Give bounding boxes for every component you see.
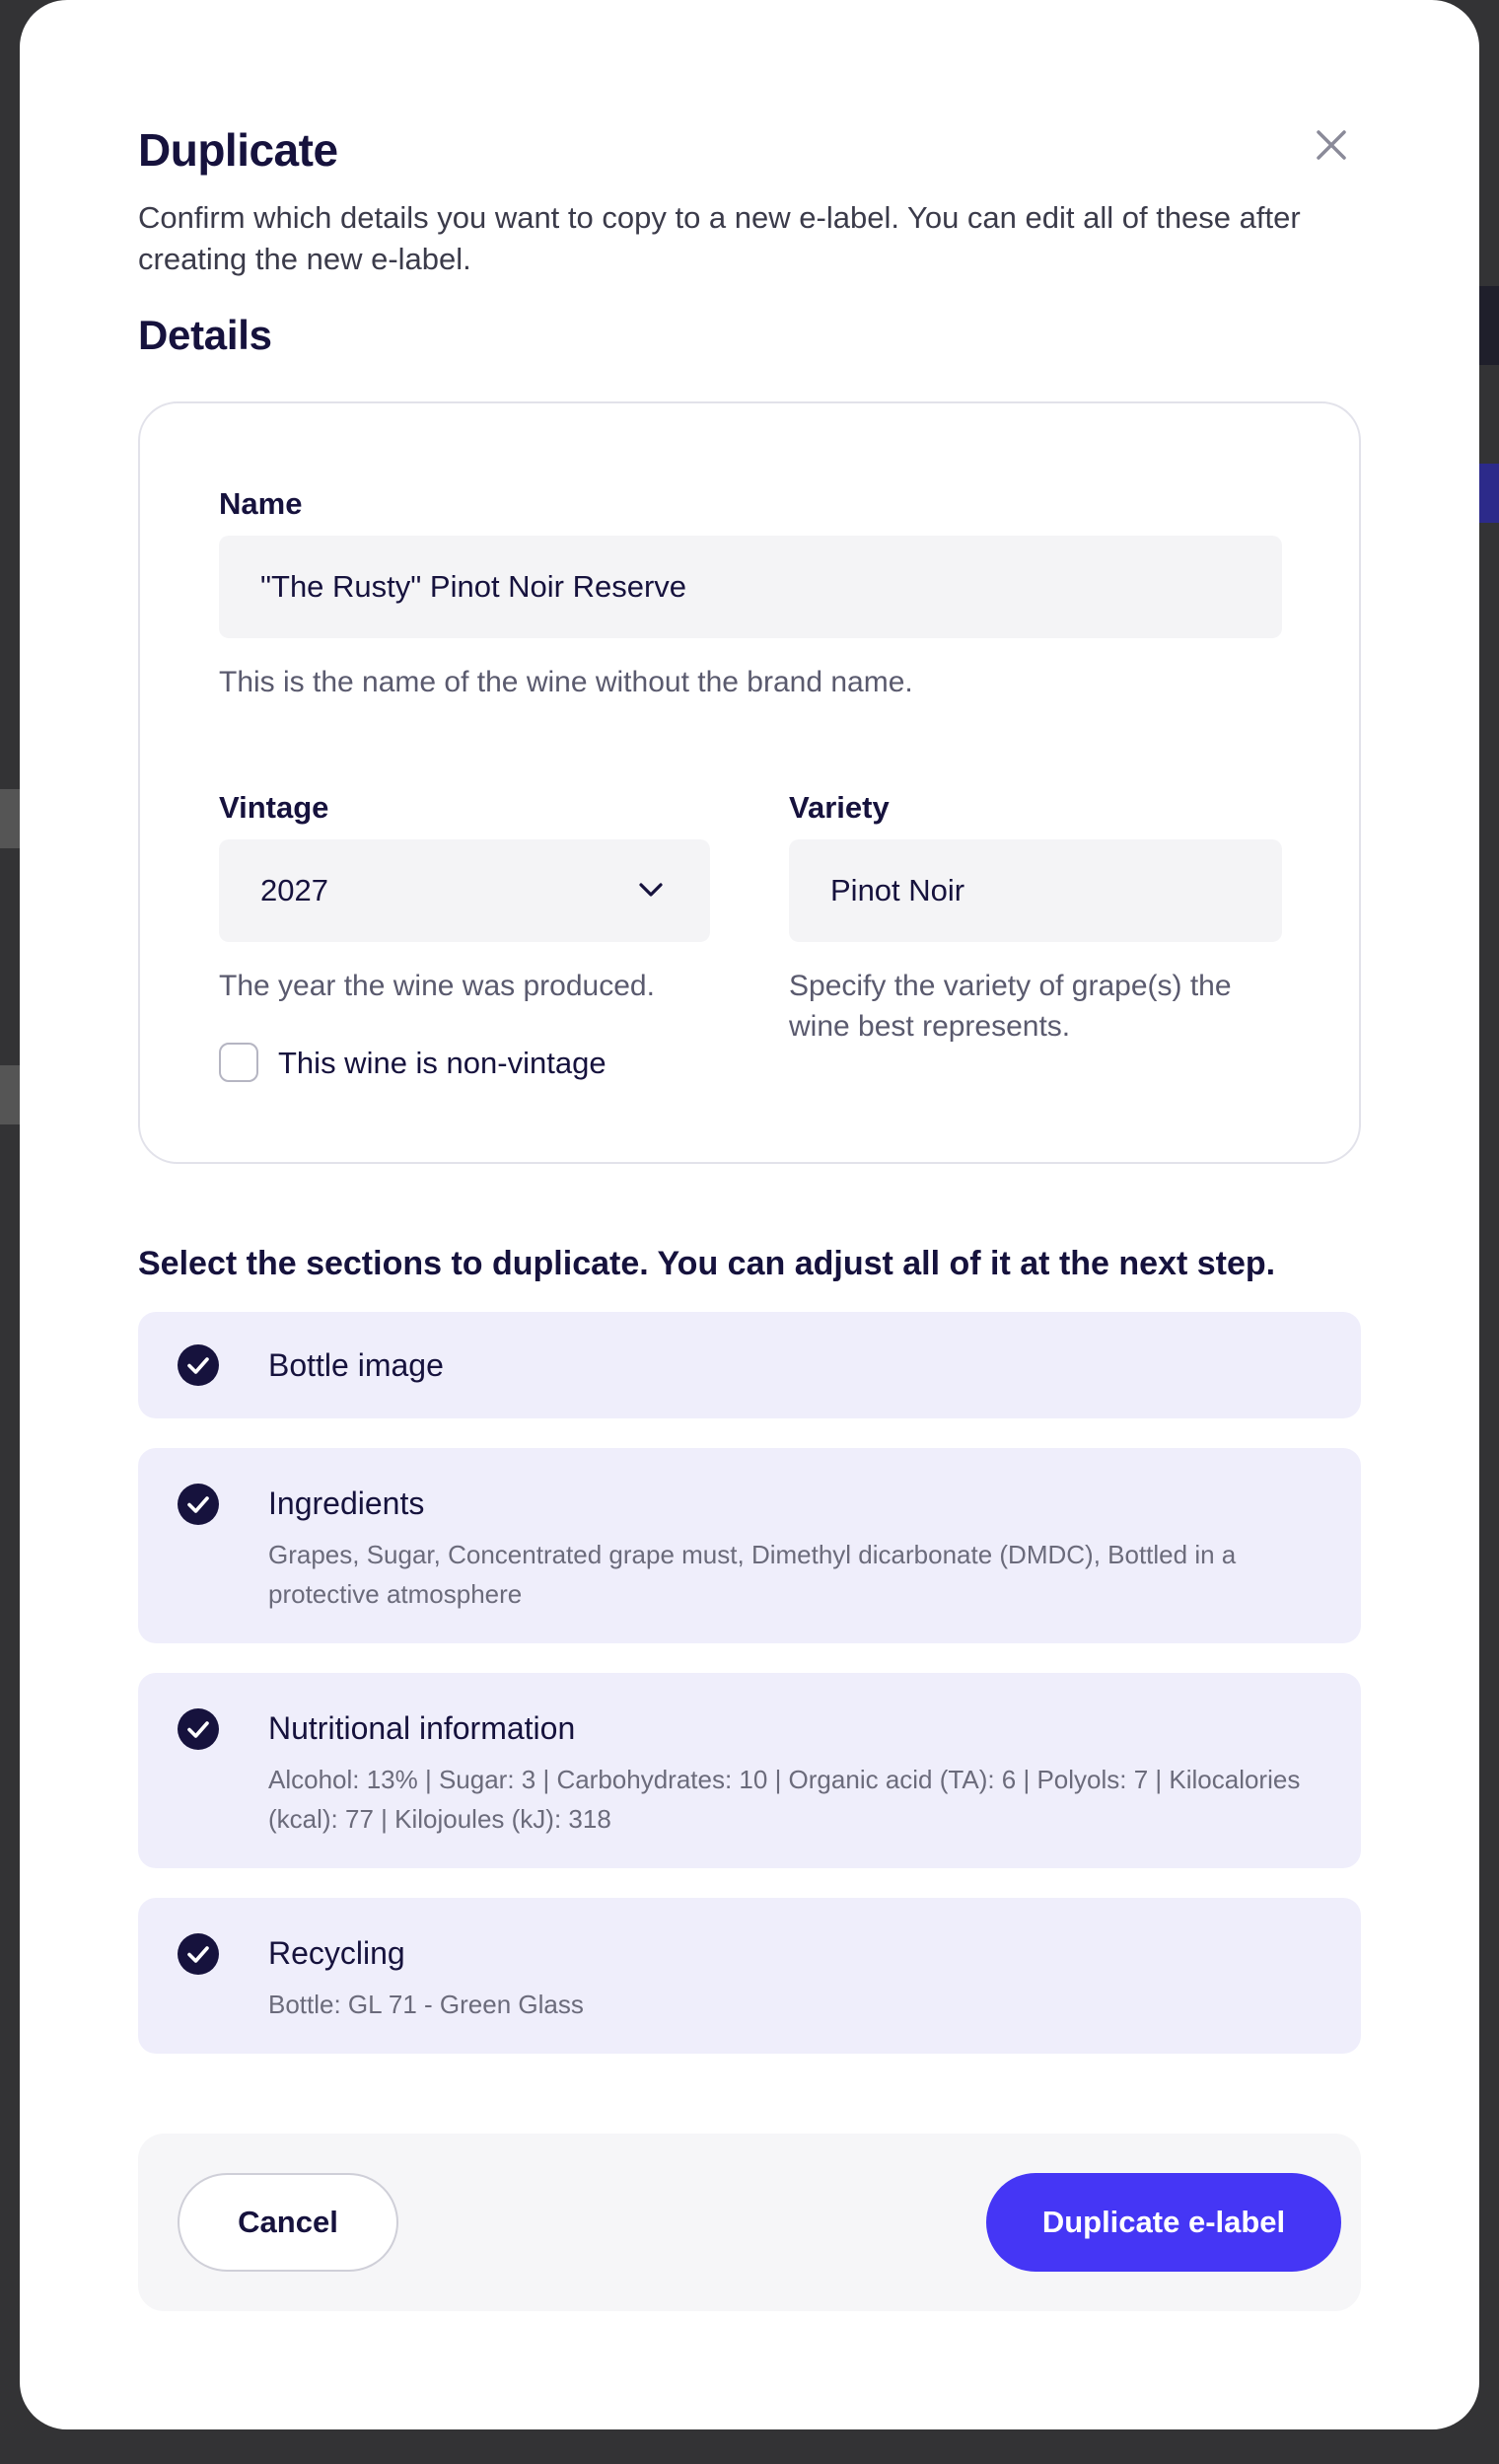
modal-title: Duplicate [138, 124, 338, 176]
section-option-title: Bottle image [268, 1347, 444, 1383]
close-icon [1310, 123, 1353, 167]
section-option-recycling[interactable] [138, 1898, 1361, 2054]
variety-input[interactable] [789, 839, 1282, 942]
chevron-down-icon [637, 879, 665, 901]
section-option-title: Recycling [268, 1935, 405, 1971]
variety-label: Variety [789, 790, 890, 825]
section-option-description: Grapes, Sugar, Concentrated grape must, Dimethyl dicarbonate (DMDC), Bottled in a protective atmosphere [268, 1540, 1237, 1609]
vintage-label: Vintage [219, 790, 329, 825]
sections-prompt: Select the sections to duplicate. You can adjust all of it at the next step. [138, 1245, 1276, 1282]
checkmark-circle-icon[interactable] [178, 1484, 219, 1525]
variety-input-value: Pinot Noir [830, 873, 965, 907]
background-fragment [1479, 286, 1499, 365]
section-option-ingredients[interactable] [138, 1448, 1361, 1643]
details-heading: Details [138, 312, 272, 358]
section-option-nutritional-information[interactable] [138, 1673, 1361, 1868]
vintage-select[interactable] [219, 839, 710, 942]
background-fragment [1479, 464, 1499, 523]
section-option-title: Ingredients [268, 1486, 425, 1521]
section-option-bottle-image[interactable] [138, 1312, 1361, 1418]
non-vintage-checkbox[interactable] [219, 1043, 258, 1082]
section-option-title: Nutritional information [268, 1710, 576, 1746]
cancel-button[interactable]: Cancel [178, 2173, 398, 2272]
name-input[interactable] [219, 536, 1282, 638]
name-help: This is the name of the wine without the brand name. [219, 666, 913, 698]
non-vintage-label[interactable]: This wine is non-vintage [278, 1046, 607, 1080]
vintage-select-value: 2027 [260, 873, 328, 907]
checkmark-circle-icon[interactable] [178, 1708, 219, 1750]
checkmark-circle-icon[interactable] [178, 1344, 219, 1386]
name-input-value: "The Rusty" Pinot Noir Reserve [260, 569, 687, 604]
background-fragment [0, 1065, 20, 1124]
details-card [138, 401, 1361, 1164]
section-option-description: Bottle: GL 71 - Green Glass [268, 1990, 584, 2019]
checkmark-circle-icon[interactable] [178, 1933, 219, 1975]
close-button[interactable] [1310, 123, 1353, 167]
duplicate-modal [20, 0, 1479, 2429]
modal-footer [138, 2134, 1361, 2311]
variety-help: Specify the variety of grape(s) the wine best represents. [789, 970, 1232, 1043]
duplicate-e-label-button[interactable]: Duplicate e-label [986, 2173, 1341, 2272]
vintage-help: The year the wine was produced. [219, 970, 655, 1002]
section-option-description: Alcohol: 13% | Sugar: 3 | Carbohydrates: 10 | Organic acid (TA): 6 | Polyols: 7 | Kilocalories (kcal): 77 | Kilojoules (kJ): 318 [268, 1765, 1301, 1834]
name-label: Name [219, 486, 303, 521]
modal-intro: Confirm which details you want to copy to a new e-label. You can edit all of these after creating the new e-label. [138, 200, 1301, 276]
background-fragment [0, 789, 20, 848]
